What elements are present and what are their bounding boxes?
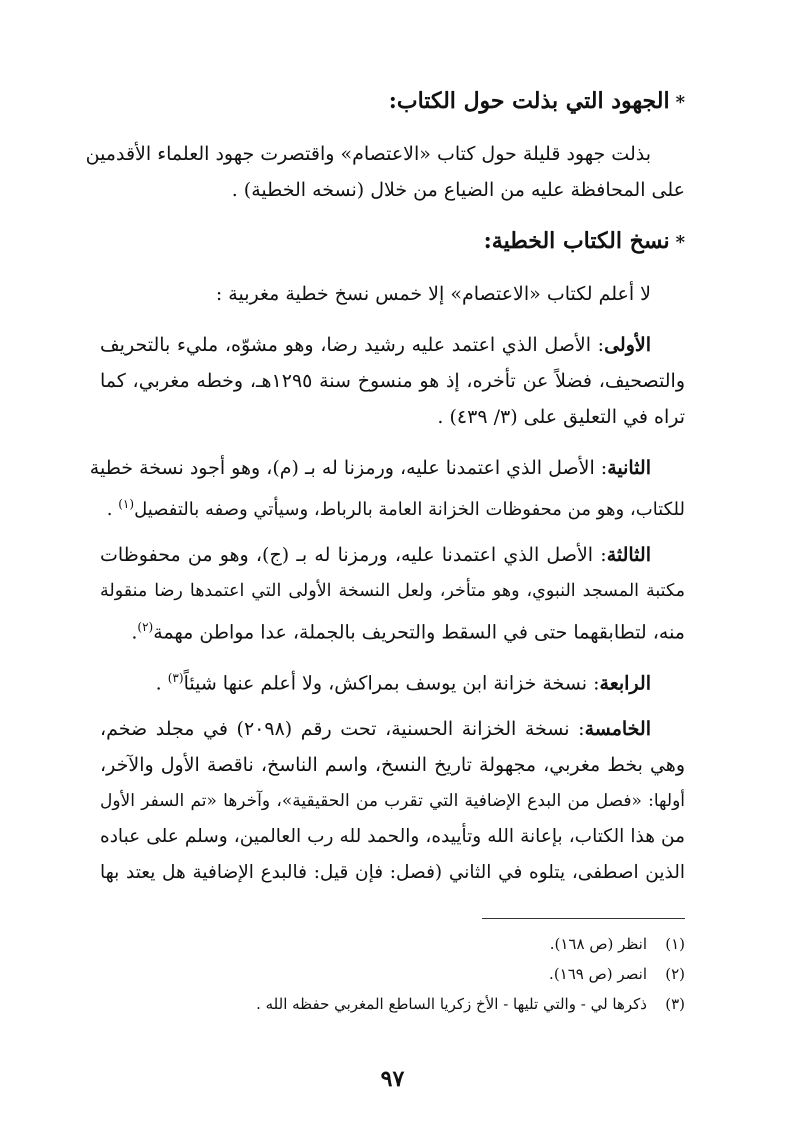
fifth-label: الخامسة <box>584 718 651 740</box>
second-line-1: الثانية: الأصل الذي اعتمدنا عليه، ورمزنا له بـ (م)، وهو أجود نسخة خطية <box>89 457 651 479</box>
fifth-line-5: الذين اصطفى، يتلوه في الثاني (فصل: فإن قيل: فالبدع الإضافية هل يعتد بها <box>100 862 685 883</box>
para-efforts-line-2: على المحافظة عليه من الضياع من خلال (نسخه الخطية) . <box>231 179 685 201</box>
footnote-2-number: (٢) <box>665 965 685 983</box>
first-label: الأولى <box>604 334 651 356</box>
first-line-1: الأولى: الأصل الذي اعتمد عليه رشيد رضا، وهو مشوّه، مليء بالتحريف <box>100 334 651 356</box>
page-number: ٩٧ <box>380 1066 405 1092</box>
fourth-label: الرابعة <box>599 672 651 695</box>
footnote-divider <box>482 918 685 919</box>
second-line-2: للكتاب، وهو من محفوظات الخزانة العامة بالرباط، وسيأتي وصفه بالتفصيل$^{(١)}$ . <box>106 497 685 520</box>
para-efforts-line-1: بذلت جهود قليلة حول كتاب «الاعتصام» واقتصرت جهود العلماء الأقدمين <box>85 143 651 165</box>
asterisk-icon: * <box>675 92 685 113</box>
footnote-ref-3: (٣) <box>167 671 184 685</box>
asterisk-icon: * <box>675 232 685 253</box>
fifth-line-1: الخامسة: نسخة الخزانة الحسنية، تحت رقم (٢٠٩٨) في مجلد ضخم، <box>100 718 651 740</box>
footnote-1-number: (١) <box>665 935 685 953</box>
third-label: الثالثة <box>606 544 651 566</box>
third-line-1: الثالثة: الأصل الذي اعتمدنا عليه، ورمزنا له بـ (ج)، وهو من محفوظات <box>100 544 651 566</box>
intro-line: لا أعلم لكتاب «الاعتصام» إلا خمس نسخ خطية مغربية : <box>215 283 651 305</box>
heading-efforts: *الجهود التي بذلت حول الكتاب: <box>388 88 685 114</box>
first-line-3: تراه في التعليق على (٣/ ٤٣٩) . <box>437 406 685 428</box>
fourth-line-1: الرابعة: نسخة خزانة ابن يوسف بمراكش، ولا أعلم عنها شيئاً$^{(٣)}$ . <box>155 671 651 695</box>
footnote-3-number: (٣) <box>665 995 685 1013</box>
first-line-2: والتصحيف، فضلاً عن تأخره، إذ هو منسوخ سنة ١٢٩٥هـ، وخطه مغربي، كما <box>100 370 686 392</box>
third-line-3: منه، لتطابقهما حتى في السقط والتحريف بالجملة، عدا مواطن مهمة$^{(٢)}$. <box>131 620 685 644</box>
third-line-2: مكتبة المسجد النبوي، وهو متأخر، ولعل النسخة الأولى التي اعتمدها رضا منقولة <box>100 581 685 601</box>
second-label: الثانية <box>607 457 651 479</box>
footnote-ref-2: (٢) <box>137 620 154 634</box>
footnote-1: (١)انظر (ص ١٦٨). <box>549 935 685 953</box>
fifth-line-2: وهي بخط مغربي، مجهولة تاريخ النسخ، واسم الناسخ، ناقصة الأول والآخر، <box>100 754 685 776</box>
footnote-3: (٣)ذكرها لي - والتي تليها - الأخ زكريا الساطع المغربي حفظه الله . <box>256 995 685 1013</box>
fifth-line-3: أولها: «فصل من البدع الإضافية التي تقرب من الحقيقية»، وآخرها «تم السفر الأول <box>100 791 685 811</box>
footnote-ref-1: (١) <box>118 497 135 511</box>
footnote-2: (٢)انصر (ص ١٦٩). <box>549 965 685 983</box>
heading-manuscripts: *نسخ الكتاب الخطية: <box>483 228 685 254</box>
fifth-line-4: من هذا الكتاب، بإعانة الله وتأييده، والحمد لله رب العالمين، وسلم على عباده <box>100 826 685 847</box>
